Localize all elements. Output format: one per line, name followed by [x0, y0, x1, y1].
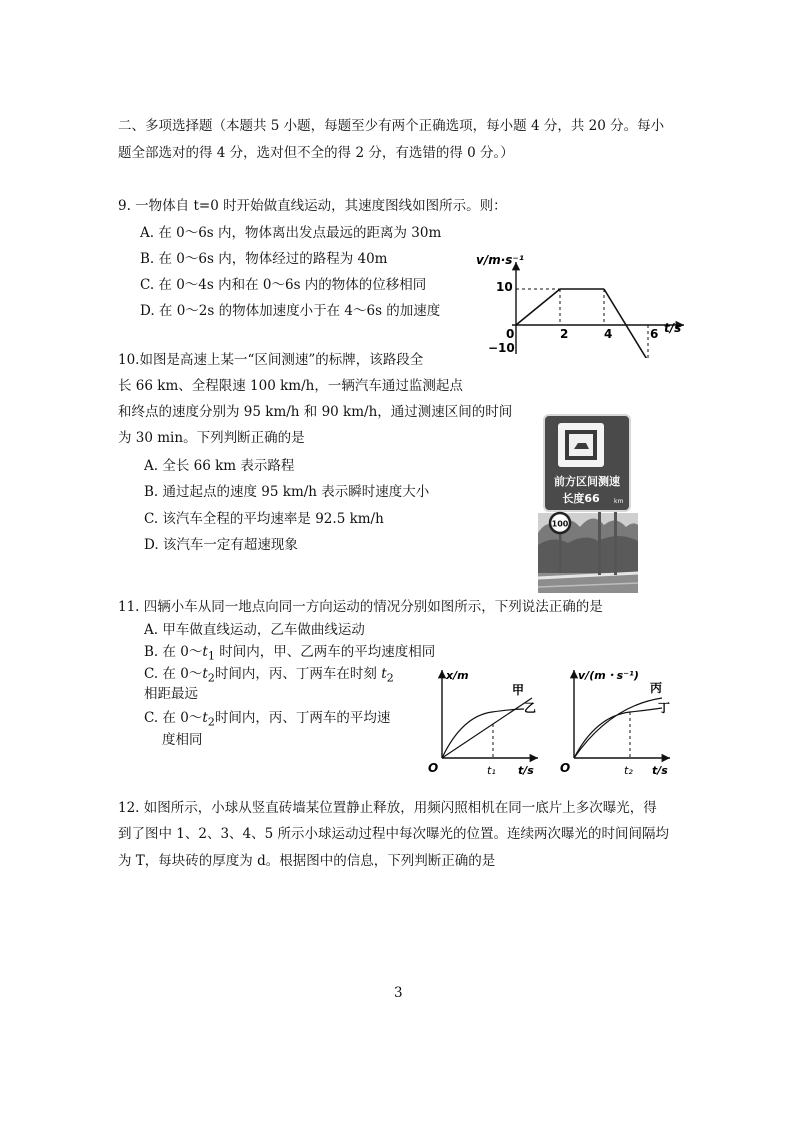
- q10-option-a: A. 全长 66 km 表示路程: [144, 458, 295, 474]
- g1-x-label: t/s: [518, 764, 534, 777]
- g1-yi-curve: [442, 709, 524, 758]
- q9-plot-area: [516, 289, 648, 358]
- q11-option-c-post: 时间内，丙、丁两车在时刻: [214, 666, 382, 682]
- q9-ytick-neg: −10: [488, 341, 515, 355]
- q9-xtick-2: 2: [560, 327, 569, 341]
- section-heading-line1: 二、多项选择题（本题共 5 小题，每题至少有两个正确选项，每小题 4 分，共 20 分。每小: [118, 118, 665, 134]
- q11-option-d: [144, 708, 390, 733]
- q9-origin: 0: [506, 327, 515, 341]
- q9-xtick-6: 6: [650, 327, 659, 341]
- q10-line1: 10.如图是高速上某一“区间测速”的标牌，该路段全: [118, 352, 424, 368]
- q11-xt-graph: [424, 664, 544, 780]
- g1-y-label: x/m: [446, 669, 469, 682]
- g1-jia-label: 甲: [512, 683, 525, 697]
- q10-option-c: C. 该汽车全程的平均速率是 92.5 km/h: [144, 511, 384, 527]
- g2-bing-label: 丙: [650, 681, 663, 695]
- q12-line3: 为 T，每块砖的厚度为 d。根据图中的信息，下列判断正确的是: [118, 853, 496, 869]
- g2-x-label: t/s: [652, 764, 668, 777]
- q11-option-c-t2: t: [381, 666, 387, 682]
- q9-option-d: D. 在 0～2s 的物体加速度小于在 4～6s 的加速度: [140, 303, 441, 319]
- q11-stem: 11. 四辆小车从同一地点向同一方向运动的情况分别如图所示，下列说法正确的是: [118, 599, 603, 615]
- g2-y-label: v/(m・s⁻¹): [578, 669, 639, 682]
- q9-option-a: A. 在 0～6s 内，物体离出发点最远的距离为 30m: [140, 225, 442, 241]
- q9-vt-graph: [472, 248, 692, 358]
- q11-option-a: A. 甲车做直线运动，乙车做曲线运动: [144, 622, 365, 638]
- q10-line2: 长 66 km、全程限速 100 km/h，一辆汽车通过监测起点: [118, 378, 463, 394]
- g2-tick: t₂: [624, 764, 633, 777]
- q10-option-d: D. 该汽车一定有超速现象: [144, 537, 298, 553]
- g2-origin: O: [560, 761, 571, 775]
- q11-vt-graph: [558, 662, 676, 780]
- q9-stem: 9. 一物体自 t=0 时开始做直线运动，其速度图线如图所示。则：: [118, 198, 507, 214]
- q11-option-b-t: t: [202, 644, 208, 660]
- q10-line3: 和终点的速度分别为 95 km/h 和 90 km/h，通过测速区间的时间: [118, 404, 513, 420]
- q11-option-d-t: t: [202, 710, 208, 726]
- q9-series-segment: [516, 289, 560, 325]
- g1-jia-line: [442, 698, 532, 758]
- q11-option-d-idx: 2: [207, 715, 215, 729]
- q9-x-label: t/s: [664, 321, 682, 335]
- q9-y-label: v/m·s⁻¹: [476, 253, 524, 267]
- g2-bing-curve: [574, 698, 662, 758]
- speed-limit-value: 100: [551, 519, 569, 529]
- q11-option-c-idx: 2: [207, 671, 215, 685]
- page-number: 3: [394, 985, 403, 1001]
- q11-option-d-pre: C. 在 0～: [144, 710, 203, 726]
- g1-yi-label: 乙: [524, 701, 537, 715]
- g2-ding-curve: [574, 708, 662, 758]
- q10-option-b: B. 通过起点的速度 95 km/h 表示瞬时速度大小: [144, 484, 430, 500]
- q11-option-b-post: 时间内，甲、乙两车的平均速度相同: [215, 644, 436, 660]
- section-heading-line2: 题全部选对的得 4 分，选对但不全的得 2 分，有选错的得 0 分。）: [118, 145, 514, 161]
- sign-line1: 前方区间测速: [554, 475, 620, 488]
- q9-series-segment: [604, 289, 648, 358]
- q9-option-c: C. 在 0～4s 内和在 0～6s 内的物体的位移相同: [140, 277, 427, 293]
- q11-option-c-pre: C. 在 0～: [144, 666, 203, 682]
- q10-line4: 为 30 min。下列判断正确的是: [118, 430, 305, 446]
- q11-option-b-pre: B. 在 0～: [144, 644, 203, 660]
- q11-option-d-line2: 度相同: [162, 732, 203, 748]
- q12-line2: 到了图中 1、2、3、4、5 所示小球运动过程中每次曝光的位置。连续两次曝光的时间间隔均: [118, 826, 670, 842]
- q11-option-b-idx: 1: [207, 649, 215, 663]
- q11-option-d-post: 时间内，丙、丁两车的平均速: [214, 710, 391, 726]
- q9-option-b: B. 在 0～6s 内，物体经过的路程为 40m: [140, 251, 388, 267]
- g1-tick: t₁: [487, 764, 496, 777]
- g2-ding-label: 丁: [658, 701, 671, 715]
- q11-option-b: [144, 642, 435, 667]
- sign-line2: 长度66: [562, 492, 600, 505]
- q12-line1: 12. 如图所示，小球从竖直砖墙某位置静止释放，用频闪照相机在同一底片上多次曝光，得: [118, 800, 657, 816]
- q11-option-c-t: t: [202, 666, 208, 682]
- q11-option-c-t2-idx: 2: [386, 671, 394, 685]
- sign-unit: km: [614, 498, 624, 505]
- g1-origin: O: [428, 761, 439, 775]
- q11-option-c-line2: 相距最远: [144, 686, 198, 702]
- q9-ytick-pos: 10: [496, 280, 513, 294]
- q9-xtick-4: 4: [604, 327, 613, 341]
- road-sign-photo: [538, 413, 638, 593]
